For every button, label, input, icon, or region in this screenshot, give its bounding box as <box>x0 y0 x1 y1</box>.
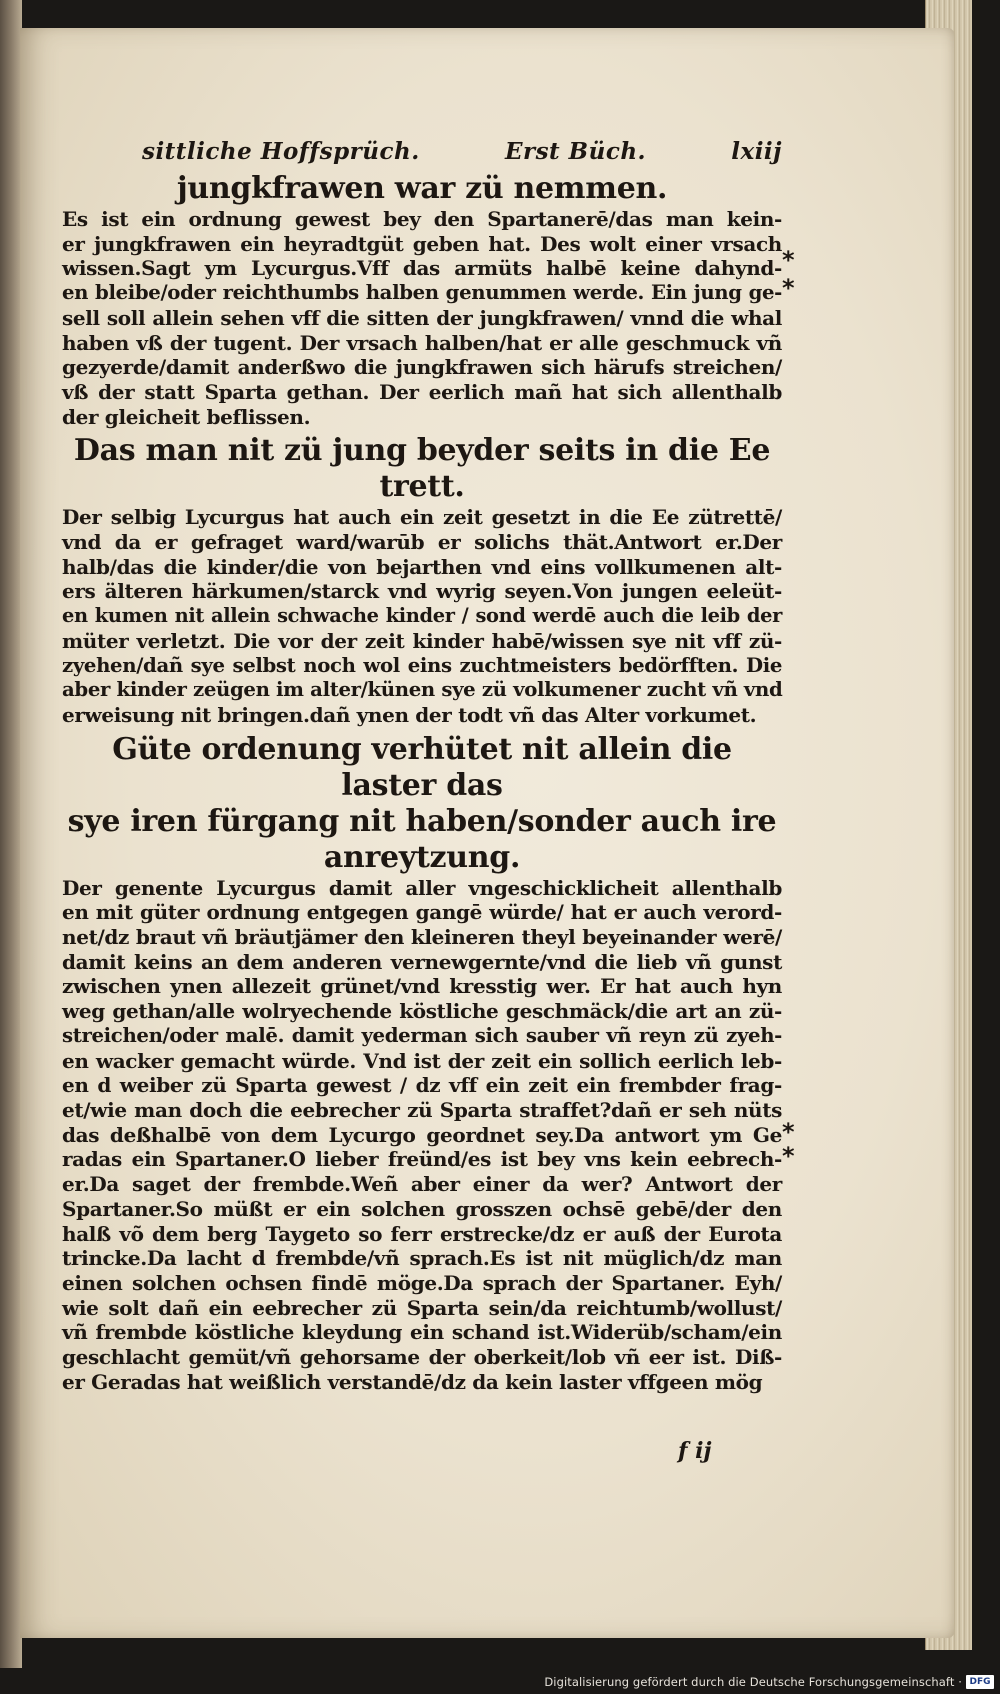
funding-credit: Digitalisierung gefördert durch die Deutsche Forschungsgemeinschaft · <box>544 1675 962 1689</box>
marginal-asterisk: * <box>782 246 795 274</box>
text-line: et/wie man doch die eebrecher zü Sparta straffet?dañ er seh nüts <box>62 1097 782 1122</box>
section-heading-line: jungkfrawen war zü nemmen. <box>176 171 668 206</box>
text-line: Es ist ein ordnung gewest bey den Spartanerē/das man kein- <box>62 207 782 231</box>
text-line: haben vß der tugent. Der vrsach halben/hat er alle geschmuck vñ <box>62 330 782 355</box>
text-line: damit keins an dem anderen vernewgernte/vnd die lieb vñ gunst <box>62 949 782 974</box>
marginal-asterisk: * <box>782 1118 795 1146</box>
footer-bar <box>0 1668 1000 1694</box>
text-line: Der selbig Lycurgus hat auch ein zeit gesetzt in die Ee zütrettē/ <box>62 505 782 530</box>
section-heading-line: Güte ordenung verhütet nit allein die laster das <box>112 731 732 803</box>
text-line: trincke.Da lacht d frembde/vñ sprach.Es ist nit müglich/dz man <box>62 1246 782 1271</box>
text-line: wie solt dañ ein eebrecher zü Sparta sein/da reichtumb/wollust/ <box>62 1295 782 1320</box>
text-line: vß der statt Sparta gethan. Der eerlich mañ hat sich allenthalb <box>62 379 782 404</box>
text-line: vñ frembde köstliche kleydung ein schand ist.Widerüb/scham/ein <box>62 1320 782 1345</box>
text-line: erweisung nit bringen.dañ ynen der todt vñ das Alter vorkumet. <box>62 702 757 727</box>
text-line: halb/das die kinder/die von bejarthen vnd eins vollkumenen alt- <box>62 554 782 579</box>
text-line: en mit güter ordnung entgegen gangē würde/ hat er auch verord- <box>62 900 782 925</box>
text-line: er Geradas hat weißlich verstandē/dz da kein laster vffgeen mög <box>62 1369 763 1394</box>
text-line: en bleibe/oder reichthumbs halben genummen werde. Ein jung ge- <box>62 281 782 305</box>
text-line: streichen/oder malē. damit yederman sich sauber vñ reyn zü zyeh- <box>62 1023 782 1047</box>
text-line: einen solchen ochsen findē möge.Da sprach der Spartaner. Eyh/ <box>62 1270 782 1295</box>
marginal-asterisk: * <box>782 274 795 302</box>
text-line: er.Da saget der frembde.Weñ aber einer da wer? Antwort der <box>62 1172 782 1197</box>
section-heading-line: sye iren fürgang nit haben/sonder auch ire <box>67 803 777 839</box>
page-text <box>62 138 782 1398</box>
text-line: Spartaner.So müßt er ein solchen grosszen ochsē gebē/der den <box>62 1196 782 1221</box>
section-heading <box>62 433 782 505</box>
text-line: halß võ dem berg Taygeto so ferr erstrecke/dz er auß der Eurota <box>62 1221 782 1246</box>
marginal-asterisk: * <box>782 1142 795 1170</box>
book-page <box>20 28 954 1638</box>
text-line: ers älteren härkumen/starck vnd wyrig seyen.Von jungen eeleüt- <box>62 579 782 604</box>
text-line: en kumen nit allein schwache kinder / sond werdē auch die leib der <box>62 604 782 628</box>
folio-number: lxiij <box>731 138 782 165</box>
section-heading-line: Das man nit zü jung beyder seits in die Ee trett. <box>73 433 771 505</box>
text-line: zwischen ynen allezeit grünet/vnd kresstig wer. Er hat auch hyn <box>62 974 782 999</box>
text-line: das deßhalbē von dem Lycurgo geordnet sey.Da antwort ym Ge <box>62 1122 782 1147</box>
running-head-left: sittliche Hoffsprüch. <box>142 138 420 165</box>
running-head-center: Erst Büch. <box>504 138 647 165</box>
text-line: gezyerde/damit anderßwo die jungkfrawen sich härufs streichen/ <box>62 355 782 380</box>
sections-container <box>62 171 782 1394</box>
text-line: en wacker gemacht würde. Vnd ist der zeit ein sollich eerlich leb- <box>62 1048 782 1073</box>
dfg-logo: DFG <box>966 1675 994 1689</box>
section-heading <box>62 171 782 207</box>
signature-mark: f ij <box>678 1438 712 1464</box>
text-line: zyehen/dañ sye selbst noch wol eins zuchtmeisters bedörfften. Die <box>62 653 782 677</box>
text-line: Der genente Lycurgus damit aller vngeschicklicheit allenthalb <box>62 875 782 900</box>
text-line: net/dz braut vñ bräutjämer den kleineren theyl beyeinander werē/ <box>62 925 782 950</box>
text-line: geschlacht gemüt/vñ gehorsame der oberkeit/lob vñ eer ist. Diß- <box>62 1345 782 1370</box>
text-line: radas ein Spartaner.O lieber freünd/es ist bey vns kein eebrech- <box>62 1147 782 1172</box>
running-head <box>142 138 782 165</box>
section-heading-line: anreytzung. <box>323 839 521 875</box>
text-line: vnd da er gefraget ward/warūb er solichs thät.Antwort er.Der <box>62 530 782 555</box>
text-line: weg gethan/alle wolryechende köstliche geschmäck/die art an zü- <box>62 999 782 1024</box>
text-line: aber kinder zeügen im alter/künen sye zü volkumener zucht vñ vnd <box>62 678 783 702</box>
text-line: sell soll allein sehen vff die sitten der jungkfrawen/ vnnd die whal <box>62 305 782 330</box>
text-section <box>62 732 782 1395</box>
text-line: der gleicheit beflissen. <box>62 404 311 429</box>
text-line: er jungkfrawen ein heyradtgüt geben hat. Des wolt einer vrsach <box>62 231 782 256</box>
text-section <box>62 171 782 429</box>
text-line: en d weiber zü Sparta gewest / dz vff ein zeit ein frembder frag- <box>62 1073 782 1098</box>
text-section <box>62 433 782 727</box>
section-heading <box>62 732 782 876</box>
text-line: wissen.Sagt ym Lycurgus.Vff das armüts halbē keine dahynd- <box>62 256 782 281</box>
facing-page-edge <box>0 0 22 1694</box>
text-line: müter verletzt. Die vor der zeit kinder habē/wissen sye nit vff zü- <box>62 628 782 653</box>
